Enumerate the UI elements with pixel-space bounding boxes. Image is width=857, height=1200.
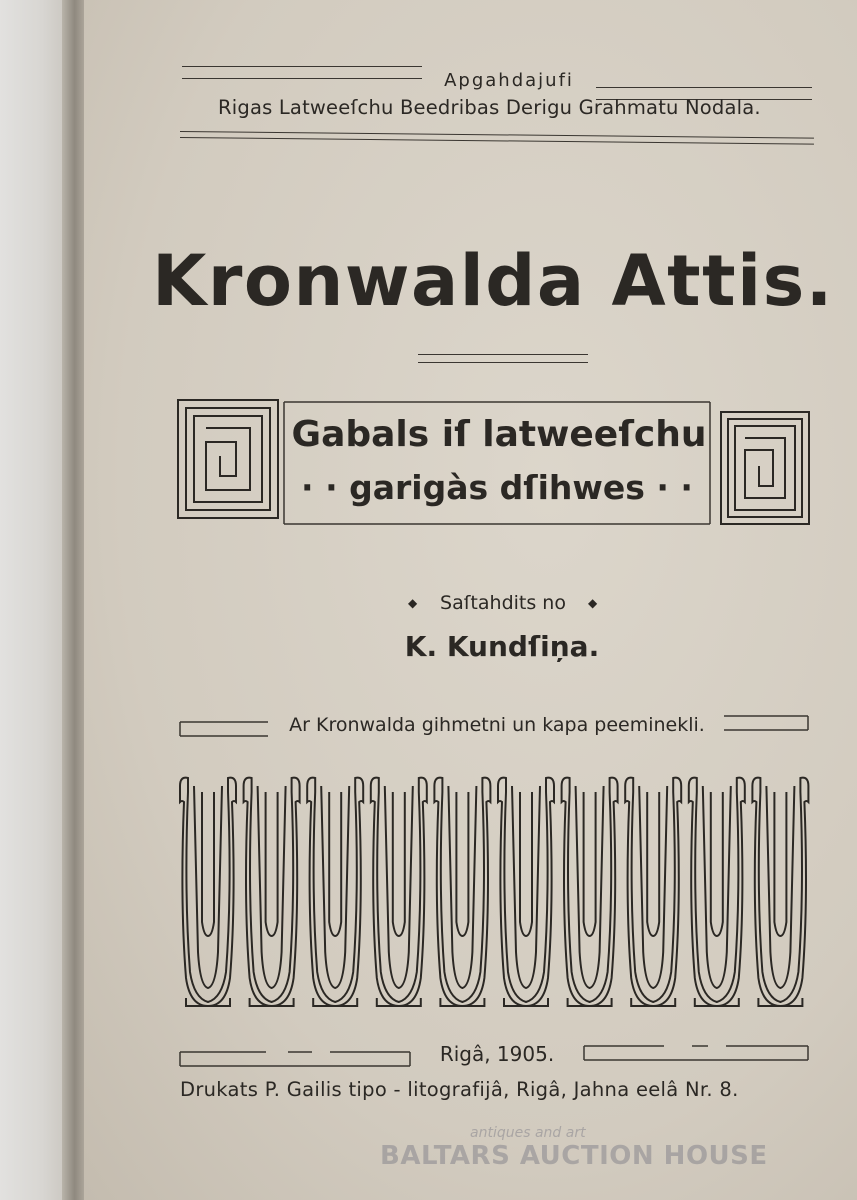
book-title: Kronwalda Attis.	[152, 240, 834, 322]
auction-watermark	[380, 1125, 780, 1171]
publisher-name: Rigas Latweeſchu Beedribas Derigu Grahmatu Nodala.	[218, 96, 761, 119]
watermark-name: BALTARS AUCTION HOUSE	[380, 1141, 768, 1171]
compiler-name: K. Kundſiņa.	[404, 630, 600, 663]
watermark-tagline: antiques and art	[470, 1125, 586, 1141]
subtitle-line-1: Gabals iſ latweeſchu	[291, 414, 707, 455]
publisher-label: Apgahdajufi	[444, 70, 574, 91]
bullet-right: ◆	[588, 596, 598, 610]
subtitle-line-2: · · garigàs dſihwes · ·	[301, 468, 693, 507]
bullet-left: ◆	[408, 596, 418, 610]
compiled-by-label: Saſtahdits no	[440, 592, 566, 614]
printer-line: Drukats P. Gailis tipo - litografijâ, Rigâ, Jahna eelâ Nr. 8.	[180, 1078, 739, 1101]
illustrations-note: Ar Kronwalda gihmetni un kapa peeminekli.	[289, 714, 705, 736]
place-and-year: Rigâ, 1905.	[439, 1042, 555, 1066]
